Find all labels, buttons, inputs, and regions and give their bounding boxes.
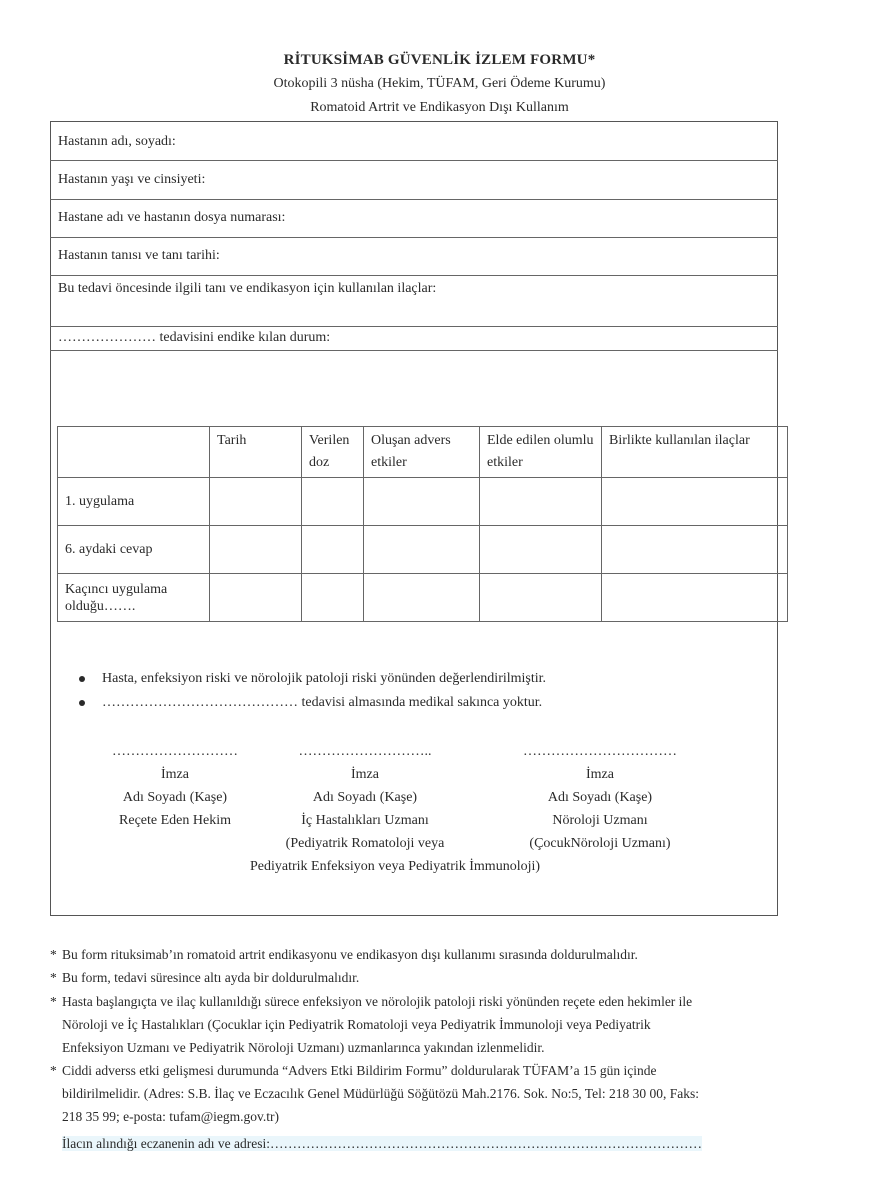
table-cell[interactable]: [364, 574, 480, 622]
patient-age-sex-field[interactable]: Hastanın yaşı ve cinsiyeti:: [58, 172, 206, 187]
table-cell[interactable]: [302, 526, 364, 574]
hospital-file-field[interactable]: Hastane adı ve hastanın dosya numarası:: [58, 210, 286, 225]
patient-name-field[interactable]: Hastanın adı, soyadı:: [58, 134, 176, 149]
table-header-cell: Birlikte kullanılan ilaçlar: [602, 427, 788, 478]
footnote-text: 218 35 99; e-posta: tufam@iegm.gov.tr): [62, 1109, 280, 1124]
footnote-text: Enfeksiyon Uzmanı ve Pediyatrik Nöroloji Uzmanı) uzmanlarınca yakından izlenmelidir.: [62, 1040, 545, 1055]
bullet-text: …………………………………… tedavisi almasında medikal sakınca yoktur.: [102, 695, 543, 710]
signature-role: Nöroloji Uzmanı: [552, 813, 648, 828]
followup-table: [57, 426, 788, 622]
bullet-icon: [79, 700, 85, 706]
table-header-cell: Tarih: [210, 427, 302, 478]
footnote-text: Bu form, tedavi süresince altı ayda bir doldurulmalıdır.: [62, 970, 360, 985]
signature-line: ………………………: [112, 744, 238, 759]
footnote-4: * Ciddi adverss etki gelişmesi durumunda “Advers Etki Bildirim Formu” doldurularak TÜFAM’a 15 gün içinde bildirilmelidir. (Adres: S.B. İlaç ve Eczacılık Genel Müdürlüğü Söğütözü Mah.2176. Sok. No:5, Tel: 218 30 00, Faks: 218 35 99; e-posta: tufam@iegm.gov.tr): [50, 1059, 800, 1128]
table-cell[interactable]: [302, 574, 364, 622]
footnote-text: Nöroloji ve İç Hastalıkları (Çocuklar için Pediyatrik Romatoloji veya Pediyatrik İmmunoloji veya Pediyatrik: [62, 1017, 651, 1032]
table-cell[interactable]: [210, 526, 302, 574]
row-label: 1. uygulama: [58, 478, 210, 526]
divider: [50, 199, 778, 200]
bullet-icon: [79, 676, 85, 682]
table-row: [58, 478, 788, 526]
table-cell[interactable]: [480, 574, 602, 622]
form-subtitle-usage: Romatoid Artrit ve Endikasyon Dışı Kullanım: [310, 100, 569, 115]
row-label: Kaçıncı uygulama olduğu…….: [58, 574, 210, 622]
divider: [50, 275, 778, 276]
signature-name-label: Adı Soyadı (Kaşe): [312, 790, 418, 805]
table-row: [58, 526, 788, 574]
table-cell[interactable]: [480, 478, 602, 526]
table-cell[interactable]: [480, 526, 602, 574]
table-cell[interactable]: [602, 574, 788, 622]
signature-name-label: Adı Soyadı (Kaşe): [122, 790, 228, 805]
table-header-cell: Oluşan advers etkiler: [364, 427, 480, 478]
signature-role-note: (ÇocukNöroloji Uzmanı): [529, 836, 671, 851]
table-cell[interactable]: [302, 478, 364, 526]
signature-line: ……………………………: [523, 744, 677, 759]
form-title: RİTUKSİMAB GÜVENLİK İZLEM FORMU*: [283, 52, 596, 68]
table-cell[interactable]: [602, 478, 788, 526]
signature-role: İç Hastalıkları Uzmanı: [301, 813, 429, 828]
signature-shared-note: Pediyatrik Enfeksiyon veya Pediyatrik İmmunoloji): [249, 859, 541, 874]
signature-label: İmza: [161, 767, 189, 782]
footnote-text: Hasta başlangıçta ve ilaç kullanıldığı sürece enfeksiyon ve nörolojik patoloji riski yönünden reçete eden hekimler ile: [62, 994, 693, 1009]
footnote-text: bildirilmelidir. (Adres: S.B. İlaç ve Eczacılık Genel Müdürlüğü Söğütözü Mah.2176. Sok. No:5, Tel: 218 30 00, Faks:: [62, 1086, 699, 1101]
table-header-cell: [58, 427, 210, 478]
table-cell[interactable]: [364, 478, 480, 526]
table-row: [58, 574, 788, 622]
pharmacy-label: İlacın alındığı eczanenin adı ve adresi:……………………………………………………………………………………: [62, 1136, 703, 1151]
table-header-row: [58, 427, 788, 478]
signature-role-note: (Pediyatrik Romatoloji veya: [285, 836, 445, 851]
footnote-2: * Bu form, tedavi süresince altı ayda bir doldurulmalıdır.: [50, 970, 360, 985]
table-cell[interactable]: [210, 478, 302, 526]
pharmacy-field[interactable]: [62, 1132, 782, 1155]
divider: [50, 160, 778, 161]
divider: [50, 237, 778, 238]
signature-label: İmza: [351, 767, 379, 782]
footnote-3: * Hasta başlangıçta ve ilaç kullanıldığı sürece enfeksiyon ve nörolojik patoloji riski yönünden reçete eden hekimler ile Nöroloji ve İç Hastalıkları (Çocuklar için Pediyatrik Romatoloji veya Pediyatrik İmmunoloji veya Pediyatrik Enfeksiyon Uzmanı ve Pediyatrik Nöroloji Uzmanı) uzmanlarınca yakından izlenmelidir.: [50, 990, 800, 1059]
signature-label: İmza: [586, 767, 614, 782]
footnote-text: Ciddi adverss etki gelişmesi durumunda “Advers Etki Bildirim Formu” doldurularak TÜFAM’a 15 gün içinde: [62, 1063, 657, 1078]
bullet-item: [79, 695, 542, 711]
bullet-text: Hasta, enfeksiyon riski ve nörolojik patoloji riski yönünden değerlendirilmiştir.: [102, 671, 547, 686]
form-subtitle-copies: Otokopili 3 nüsha (Hekim, TÜFAM, Geri Ödeme Kurumu): [273, 76, 606, 91]
table-cell[interactable]: [364, 526, 480, 574]
footnote-1: * Bu form rituksimab’ın romatoid artrit endikasyonu ve endikasyon dışı kullanımı sırasında doldurulmalıdır.: [50, 947, 638, 962]
prior-drugs-field[interactable]: Bu tedavi öncesinde ilgili tanı ve endikasyon için kullanılan ilaçlar:: [58, 281, 437, 296]
row-label: 6. aydaki cevap: [58, 526, 210, 574]
signature-name-label: Adı Soyadı (Kaşe): [547, 790, 653, 805]
divider: [50, 326, 778, 327]
bullet-item: [79, 671, 546, 687]
footnote-text: Bu form rituksimab’ın romatoid artrit endikasyonu ve endikasyon dışı kullanımı sırasında doldurulmalıdır.: [62, 947, 638, 962]
signature-role: Reçete Eden Hekim: [119, 813, 231, 828]
signature-block-internal-medicine[interactable]: [270, 740, 460, 855]
indication-field[interactable]: ………………… tedavisini endike kılan durum:: [58, 330, 331, 345]
divider: [50, 350, 778, 351]
diagnosis-field[interactable]: Hastanın tanısı ve tanı tarihi:: [58, 248, 220, 263]
signature-block-prescriber[interactable]: [95, 740, 255, 832]
signature-line: ………………………..: [298, 744, 432, 759]
table-cell[interactable]: [210, 574, 302, 622]
table-cell[interactable]: [602, 526, 788, 574]
table-header-cell: Elde edilen olumlu etkiler: [480, 427, 602, 478]
signature-block-neurology[interactable]: [490, 740, 710, 855]
table-header-cell: Verilen doz: [302, 427, 364, 478]
